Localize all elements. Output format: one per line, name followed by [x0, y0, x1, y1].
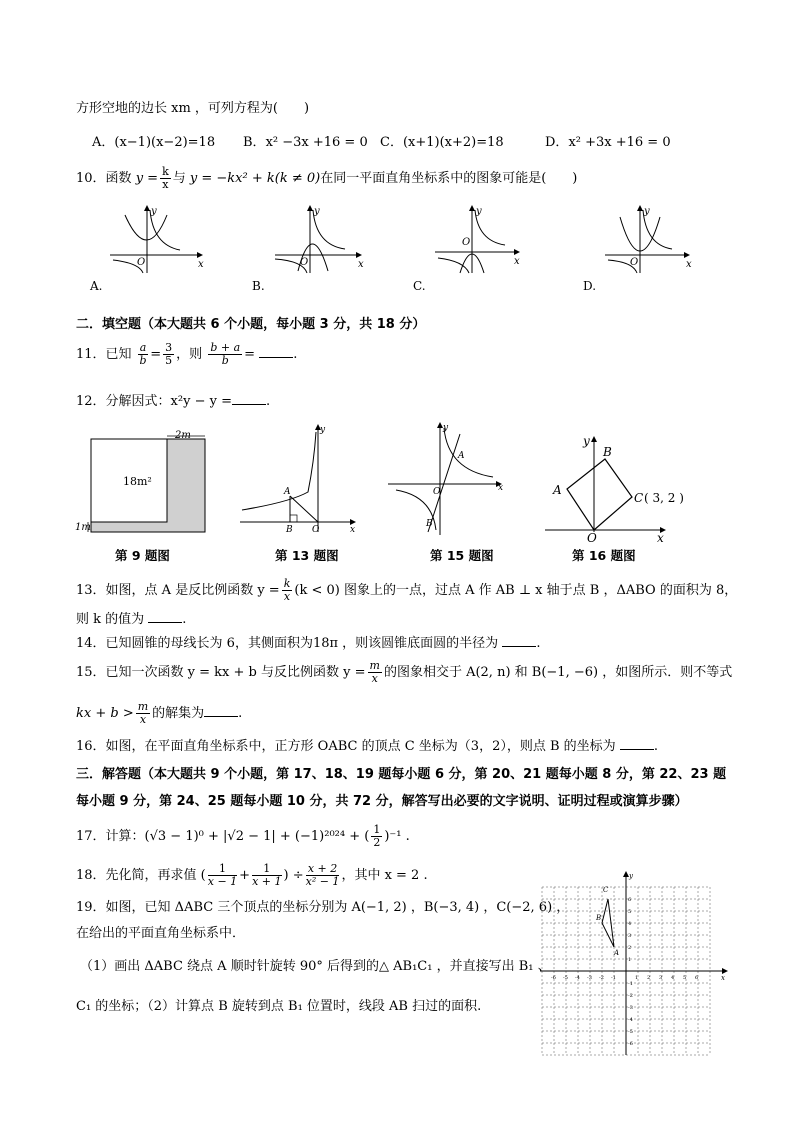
q12-answer-blank[interactable] — [232, 393, 266, 405]
q9-option-a: A．(x−1)(x−2)=18 — [92, 135, 216, 150]
x-tick-label: 1 — [635, 975, 639, 981]
q19-line1: 19．如图，已知 ΔABC 三个顶点的坐标分别为 A(−1, 2) ，B(−3, 4) ，C(−2, 6) ， — [76, 900, 570, 915]
svg-text:x: x — [657, 531, 664, 545]
svg-text:x: x — [514, 256, 520, 267]
y-tick-label: 3 — [628, 933, 632, 939]
q10-label-c: C. — [413, 279, 426, 293]
q15-line1: 15．已知一次函数 y = kx + b 与反比例函数 y = $\frac{m}{x}$ 的图象相交于 A(2, n) 和 B(−1, −6) ，如图所示．则不等式 — [76, 659, 733, 685]
svg-text:O: O — [433, 487, 441, 497]
x-tick-label: 6 — [695, 975, 699, 981]
q19-line3: （1）画出 ΔABC 绕点 A 顺时针旋转 90° 后得到的△ AB₁C₁ ，并直接写出 B₁ 、 — [80, 959, 551, 974]
x-tick-label: 5 — [683, 975, 687, 981]
q13-line2: 则 k 的值为 . — [76, 612, 187, 627]
q18: 18．先化简，再求值 ( $\frac{1}{x - 1}$ + $\frac{1}{x + 1}$ ) ÷ $\frac{x + 2}{\text{x² − 1}}$ ，其中 x = 2 . — [76, 862, 428, 888]
figure-13 — [240, 422, 360, 534]
svg-text:A: A — [553, 483, 562, 497]
q10-graph-d — [600, 205, 700, 275]
svg-text:1m: 1m — [75, 522, 91, 533]
svg-text:A: A — [284, 487, 291, 497]
q15-answer-blank[interactable] — [204, 705, 238, 717]
svg-text:O: O — [312, 525, 320, 535]
figure-9 — [75, 430, 215, 540]
y-tick-label: 4 — [628, 921, 632, 927]
x-tick-label: -4 — [575, 975, 580, 981]
y-tick-label: 2 — [628, 945, 632, 951]
y-tick-label: -1 — [628, 981, 633, 987]
figure-13-caption: 第 13 题图 — [275, 548, 339, 563]
q14: 14．已知圆锥的母线长为 6，其侧面积为18π ，则该圆锥底面圆的半径为 . — [76, 636, 541, 651]
svg-text:A: A — [614, 949, 620, 957]
x-tick-label: -3 — [587, 975, 592, 981]
svg-text:x: x — [498, 483, 504, 493]
x-tick-label: 4 — [671, 975, 675, 981]
figure-16 — [545, 432, 684, 545]
svg-text:y: y — [314, 206, 320, 217]
y-tick-label: -5 — [628, 1029, 633, 1035]
q17: 17．计算：(√3 − 1)⁰ + |√2 − 1| + (−1)²⁰²⁴ + ( $\frac{1}{2}$ )⁻¹ . — [76, 823, 410, 849]
q16-answer-blank[interactable] — [620, 738, 654, 750]
figure-9-caption: 第 9 题图 — [115, 548, 170, 563]
q9-option-d: D．x² +3x +16 = 0 — [545, 135, 671, 150]
svg-text:x: x — [358, 259, 364, 270]
q13-line1: 13．如图，点 A 是反比例函数 y = $\frac{k}{x} (k < 0)$ 图象上的一点，过点 A 作 AB ⊥ x 轴于点 B ，ΔABO 的面积为 8， — [76, 577, 738, 603]
svg-text:C: C — [634, 491, 644, 505]
svg-text:B: B — [596, 914, 602, 922]
svg-text:B: B — [426, 519, 433, 529]
svg-text:y: y — [644, 206, 650, 217]
x-tick-label: -2 — [599, 975, 604, 981]
svg-text:y: y — [476, 206, 482, 217]
q9-stem: 方形空地的边长 xm ，可列方程为( ) — [76, 101, 310, 116]
q16: 16．如图，在平面直角坐标系中，正方形 OABC 的顶点 C 坐标为（3，2），则点 B 的坐标为 . — [76, 739, 658, 754]
figure-15 — [388, 420, 508, 535]
svg-text:O: O — [462, 237, 471, 248]
q19-line4: C₁ 的坐标；（2）计算点 B 旋转到点 B₁ 位置时，线段 AB 扫过的面积. — [76, 999, 482, 1014]
q19-coordinate-grid — [540, 870, 730, 1060]
y-tick-label: -3 — [628, 1005, 633, 1011]
svg-text:O: O — [587, 531, 597, 545]
x-tick-label: -1 — [611, 975, 616, 981]
svg-text:B: B — [286, 525, 293, 535]
q14-answer-blank[interactable] — [502, 635, 536, 647]
q13-answer-blank[interactable] — [148, 611, 182, 623]
svg-text:O: O — [137, 257, 146, 268]
svg-text:y: y — [443, 423, 449, 433]
svg-text:x: x — [350, 525, 356, 535]
q9-option-b: B．x² −3x +16 = 0 — [243, 135, 368, 150]
q10-label-b: B. — [252, 279, 265, 293]
section-2-heading: 二．填空题（本大题共 6 个小题，每小题 3 分，共 18 分） — [76, 317, 426, 332]
svg-text:x: x — [721, 974, 725, 982]
svg-text:18m²: 18m² — [123, 475, 152, 488]
svg-text:x: x — [198, 259, 204, 270]
q12: 12．分解因式：x²y − y = . — [76, 394, 271, 409]
q11: 11．已知 $\frac{a}{b}$ = $\frac{3}{5}$ ，则 $\frac{b + a}{b}$ = . — [76, 341, 298, 367]
q10-graph-c — [430, 205, 530, 275]
q11-answer-blank[interactable] — [259, 346, 293, 358]
q15-line2: kx + b > $\frac{m}{x}$ 的解集为 . — [76, 700, 243, 726]
svg-text:y: y — [320, 425, 326, 435]
y-tick-label: -6 — [628, 1041, 633, 1047]
svg-text:y: y — [629, 872, 633, 880]
svg-text:y: y — [583, 434, 590, 448]
section-3-heading-line2: 每小题 9 分，第 24、25 题每小题 10 分，共 72 分，解答写出必要的文字说明、证明过程或演算步骤） — [76, 794, 688, 809]
y-tick-label: -4 — [628, 1017, 633, 1023]
q19-line2: 在给出的平面直角坐标系中． — [76, 926, 246, 941]
svg-text:( 3, 2 ): ( 3, 2 ) — [644, 491, 684, 505]
svg-text:y: y — [151, 206, 157, 217]
svg-text:O: O — [630, 257, 639, 268]
svg-text:O: O — [300, 257, 309, 268]
q10-label-d: D. — [583, 279, 597, 293]
section-3-heading-line1: 三．解答题（本大题共 9 个小题，第 17、18、19 题每小题 6 分，第 20、21 题每小题 8 分，第 22、23 题 — [76, 767, 727, 782]
svg-text:x: x — [686, 259, 692, 270]
q10-graph-b — [270, 205, 370, 275]
x-tick-label: -5 — [563, 975, 568, 981]
x-tick-label: 2 — [647, 975, 651, 981]
y-tick-label: 5 — [628, 909, 632, 915]
figure-15-caption: 第 15 题图 — [430, 548, 494, 563]
svg-text:2m: 2m — [175, 430, 191, 441]
x-tick-label: -6 — [551, 975, 556, 981]
svg-text:A: A — [458, 451, 465, 461]
q10-graph-a — [105, 205, 205, 275]
y-tick-label: 1 — [628, 957, 632, 963]
q10-stem: 10．函数 y = $\frac{k}{x}$ 与 y = −kx² + k(k ≠ 0)在同一平面直角坐标系中的图象可能是( ) — [76, 165, 578, 191]
y-tick-label: 6 — [628, 897, 632, 903]
svg-text:B: B — [603, 445, 612, 459]
figure-16-caption: 第 16 题图 — [572, 548, 636, 563]
svg-text:C: C — [603, 886, 609, 894]
q10-label-a: A. — [90, 279, 103, 293]
q9-option-c: C．(x+1)(x+2)=18 — [380, 135, 504, 150]
y-tick-label: -2 — [628, 993, 633, 999]
x-tick-label: 3 — [659, 975, 663, 981]
